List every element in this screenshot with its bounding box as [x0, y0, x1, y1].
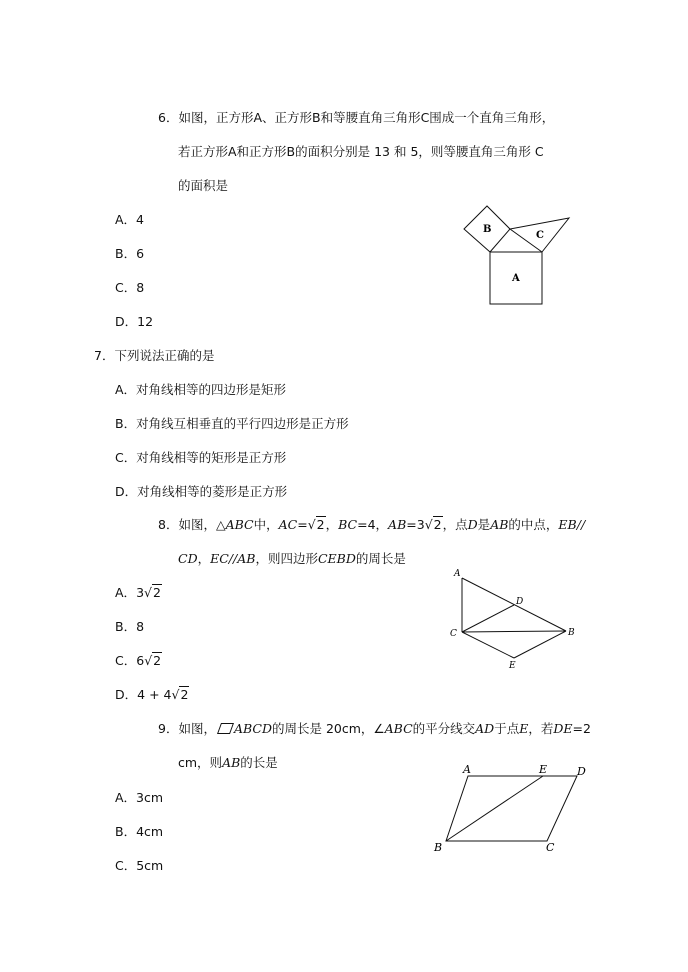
q8-stem-line1: 8．如图，△ABC中，AC=√2，BC=4，AB=3√2，点D是AB的中点，EB//: [158, 517, 586, 532]
q8-option-c: C．6√2: [115, 653, 162, 668]
label-a: A: [512, 273, 520, 284]
sqrt-2: √2: [307, 517, 325, 532]
q6-stem-line3: 的面积是: [178, 178, 229, 193]
q9-stem-line1: 9．如图， ABCD的周长是 20cm，∠ABC的平分线交AD于点E，若DE=2: [158, 721, 591, 736]
sqrt-2: √2: [424, 517, 442, 532]
q6-stem-line2: 若正方形A和正方形B的面积分别是 13 和 5，则等腰直角三角形 C: [178, 144, 544, 159]
label-d: D: [516, 597, 524, 607]
label-a: A: [454, 569, 461, 579]
label-c: C: [536, 230, 544, 241]
q6-figure: [460, 200, 575, 310]
q9-option-c: C．5cm: [115, 858, 164, 873]
label-b: B: [483, 224, 492, 235]
q6-option-c: C．8: [115, 280, 145, 295]
q6-stem-line1: 6．如图，正方形A、正方形B和等腰直角三角形C围成一个直角三角形，: [158, 110, 555, 125]
q6-option-b: B．6: [115, 246, 145, 261]
q9-stem-line2: cm，则AB的长是: [178, 755, 278, 770]
q9-figure: [430, 760, 595, 856]
label-a: A: [463, 763, 471, 776]
q7-option-a: A．对角线相等的四边形是矩形: [115, 382, 287, 397]
q6-option-d: D．12: [115, 314, 154, 329]
q9-option-a: A．3cm: [115, 790, 164, 805]
q8-option-a: A．3√2: [115, 585, 161, 600]
label-e: E: [539, 763, 548, 776]
q8-option-d: D．4 + 4√2: [115, 687, 189, 702]
q7-option-c: C．对角线相等的矩形是正方形: [115, 450, 287, 465]
q8-figure: [446, 566, 586, 670]
label-c: C: [546, 841, 555, 854]
q6-option-a: A．4: [115, 212, 145, 227]
label-c: C: [450, 629, 457, 639]
label-b: B: [434, 841, 443, 854]
label-b: B: [568, 628, 575, 638]
q9-option-b: B．4cm: [115, 824, 164, 839]
parallelogram-icon: [217, 723, 234, 734]
label-e: E: [509, 661, 516, 670]
q7-option-b: B．对角线互相垂直的平行四边形是正方形: [115, 416, 349, 431]
q7-stem: 7．下列说法正确的是: [94, 348, 215, 363]
q8-stem-line2: CD，EC//AB，则四边形CEBD的周长是: [178, 551, 406, 566]
parallelogram: [446, 776, 577, 841]
q8-option-b: B．8: [115, 619, 145, 634]
label-d: D: [577, 765, 586, 778]
q7-option-d: D．对角线相等的菱形是正方形: [115, 484, 288, 499]
